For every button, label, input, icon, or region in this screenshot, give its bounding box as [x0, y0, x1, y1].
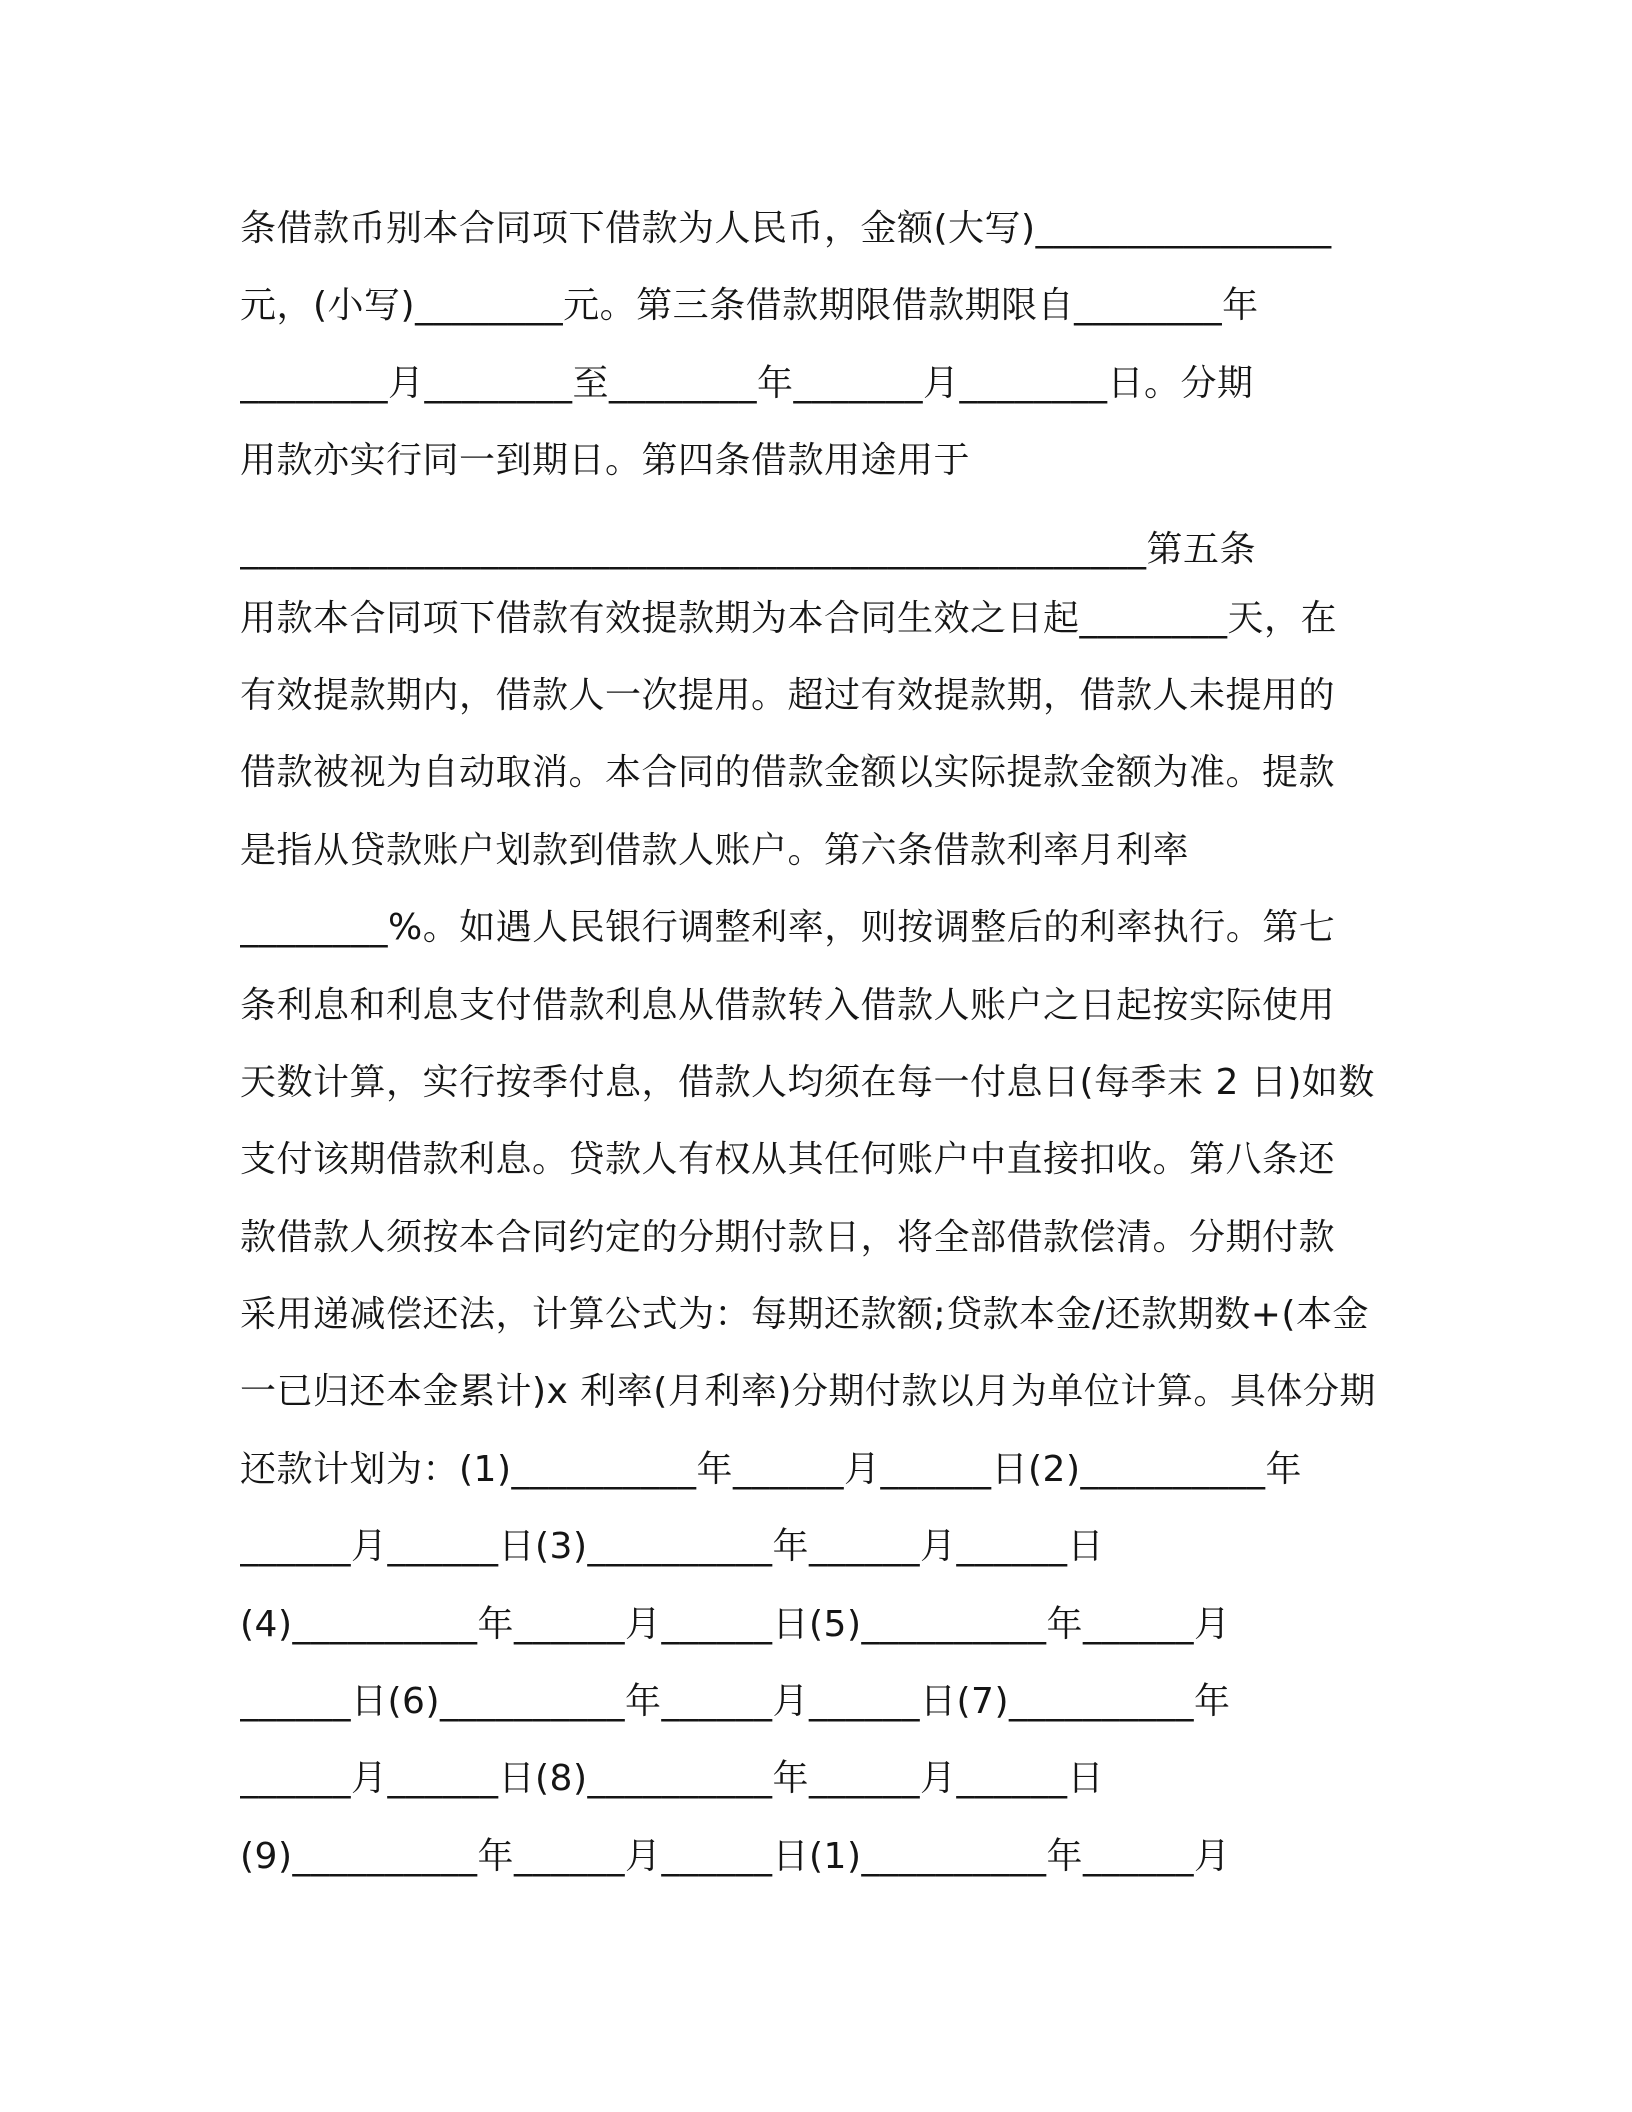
- text-line-21: ______月______日(8)__________年______月______日: [240, 1758, 1104, 1800]
- text-line-13: 支付该期借款利息。贷款人有权从其任何账户中直接扣收。第八条还: [240, 1139, 1336, 1181]
- text-line-16: 一已归还本金累计)x 利率(月利率)分期付款以月为单位计算。具体分期: [240, 1371, 1376, 1413]
- text-line-11: 条利息和利息支付借款利息从借款转入借款人账户之日起按实际使用: [240, 984, 1336, 1026]
- text-line-9: 是指从贷款账户划款到借款人账户。第六条借款利率月利率: [240, 829, 1190, 871]
- text-line-17: 还款计划为：(1)__________年______月______日(2)__________年: [240, 1448, 1302, 1490]
- text-line-2: 元，(小写)________元。第三条借款期限借款期限自________年: [240, 285, 1259, 327]
- text-line-7: 有效提款期内，借款人一次提用。超过有效提款期，借款人未提用的: [240, 674, 1336, 716]
- text-line-12: 天数计算，实行按季付息，借款人均须在每一付息日(每季末 2 日)如数: [240, 1061, 1375, 1103]
- text-line-19: (4)__________年______月______日(5)__________年______月: [240, 1603, 1231, 1645]
- text-line-15: 采用递减偿还法，计算公式为：每期还款额;贷款本金/还款期数+(本金: [240, 1294, 1369, 1336]
- text-line-14: 款借款人须按本合同约定的分期付款日，将全部借款偿清。分期付款: [240, 1216, 1336, 1258]
- text-line-4: 用款亦实行同一到期日。第四条借款用途用于: [240, 440, 971, 482]
- text-line-18: ______月______日(3)__________年______月______日: [240, 1526, 1104, 1568]
- text-line-6: 用款本合同项下借款有效提款期为本合同生效之日起________天，在: [240, 597, 1338, 639]
- text-line-22: (9)__________年______月______日(1)__________年______月: [240, 1835, 1231, 1877]
- text-line-5: _________________________________________________第五条: [240, 528, 1257, 570]
- contract-body-text: [240, 190, 1400, 1895]
- text-line-8: 借款被视为自动取消。本合同的借款金额以实际提款金额为准。提款: [240, 752, 1336, 794]
- text-line-3: ________月________至________年_______月________日。分期: [240, 362, 1254, 404]
- text-line-20: ______日(6)__________年______月______日(7)__________年: [240, 1681, 1231, 1723]
- text-line-1: 条借款币别本合同项下借款为人民币，金额(大写)________________: [240, 208, 1332, 249]
- text-line-10: ________%。如遇人民银行调整利率，则按调整后的利率执行。第七: [240, 907, 1336, 949]
